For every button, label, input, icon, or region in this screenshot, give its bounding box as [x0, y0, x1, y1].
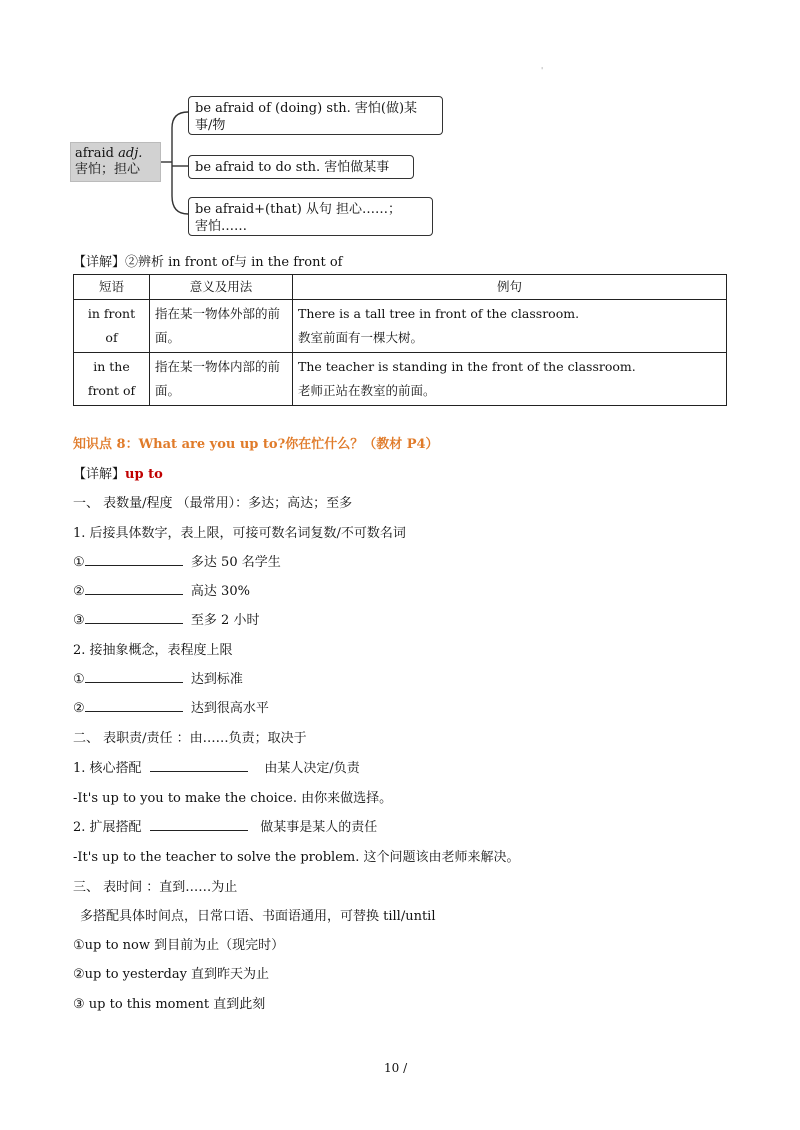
usage-3-heading: 三、 表时间 ：直到……为止 [73, 880, 238, 895]
branch-1-line2: 事/物 [195, 118, 226, 133]
page-number: 10 / [384, 1061, 408, 1075]
example-sentence: -It's up to you to make the choice. 由你来做选择。 [73, 791, 393, 806]
answer-blank[interactable] [150, 816, 248, 831]
usage-2-point-2 [73, 816, 377, 835]
root-pos: adj. [118, 146, 143, 161]
root-meaning: 害怕；担心 [75, 162, 141, 177]
time-example: ①up to now 到目前为止（现完时） [73, 938, 285, 953]
exercise-item [73, 697, 269, 716]
mindmap-branch-1 [188, 96, 443, 135]
point-label: 1. 核心搭配 [73, 761, 142, 776]
exercise-item [73, 609, 259, 628]
usage-1-point-2: 2. 接抽象概念，表程度上限 [73, 643, 233, 658]
example-en: The teacher is standing in the front of the classroom. [298, 359, 636, 374]
table-header: 意义及用法 [150, 275, 293, 300]
usage-1-heading: 一、 表数量/程度 （最常用）：多达；高达；至多 [73, 496, 353, 511]
item-number: ③ [73, 613, 85, 628]
item-text: 多达 50 名学生 [190, 555, 281, 570]
point-label: 2. 扩展搭配 [73, 820, 142, 835]
usage-2-heading: 二、 表职责/责任 ：由……负责；取决于 [73, 731, 307, 746]
item-number: ② [73, 584, 85, 599]
phrase-cell [74, 300, 150, 353]
exercise-item [73, 551, 281, 570]
branch-3-line1: be afraid+(that) 从句 担心……； [195, 202, 402, 217]
item-text: 达到标准 [190, 672, 243, 687]
example-cell [293, 353, 727, 406]
example-en: There is a tall tree in front of the classroom. [298, 306, 580, 321]
exercise-item [73, 668, 243, 687]
item-text: 至多 2 小时 [190, 613, 260, 628]
detail-heading: 【详解】②辨析 in front of与 in the front of [73, 255, 343, 270]
mindmap-branch-2 [188, 155, 414, 179]
exercise-item [73, 580, 250, 599]
page-mark: ' [541, 66, 544, 75]
phrase-line: in the [93, 359, 130, 374]
answer-blank[interactable] [85, 551, 183, 566]
root-word: afraid [75, 146, 115, 161]
example-zh: 教室前面有一棵大树。 [298, 330, 424, 345]
time-example: ②up to yesterday 直到昨天为止 [73, 967, 270, 982]
table-header: 例句 [293, 275, 727, 300]
point-text: 做某事是某人的责任 [260, 820, 378, 835]
detail-word: up to [125, 467, 163, 482]
comparison-table [73, 274, 727, 406]
table-row [74, 353, 727, 406]
answer-blank[interactable] [85, 668, 183, 683]
time-example: ③ up to this moment 直到此刻 [73, 997, 266, 1012]
branch-1-line1: be afraid of (doing) sth. 害怕(做)某 [195, 101, 418, 116]
item-number: ② [73, 701, 85, 716]
table-header-row [74, 275, 727, 300]
meaning-cell: 指在某一物体外部的前面。 [150, 300, 293, 353]
usage-3-description: 多搭配具体时间点，日常口语、书面语通用，可替换 till/until [80, 909, 436, 924]
mindmap-root [70, 142, 161, 182]
item-text: 高达 30% [190, 584, 250, 599]
section-8-title: 知识点 8：What are you up to?你在忙什么？（教材 P4） [73, 437, 439, 452]
branch-2-line1: be afraid to do sth. 害怕做某事 [195, 160, 390, 175]
phrase-line: in front [87, 306, 136, 321]
section-8-detail [73, 463, 163, 482]
answer-blank[interactable] [85, 609, 183, 624]
answer-blank[interactable] [85, 580, 183, 595]
detail-prefix: 【详解】 [73, 467, 126, 482]
item-text: 达到很高水平 [190, 701, 269, 716]
example-cell [293, 300, 727, 353]
phrase-cell [74, 353, 150, 406]
usage-2-point-1 [73, 757, 360, 776]
usage-1-point-1: 1. 后接具体数字，表上限，可接可数名词复数/不可数名词 [73, 526, 406, 541]
answer-blank[interactable] [85, 697, 183, 712]
item-number: ① [73, 672, 85, 687]
branch-3-line2: 害怕…… [195, 219, 248, 234]
table-header: 短语 [74, 275, 150, 300]
example-zh: 老师正站在教室的前面。 [298, 383, 436, 398]
mindmap-branch-3 [188, 197, 433, 236]
table-row [74, 300, 727, 353]
example-sentence: -It's up to the teacher to solve the problem. 这个问题该由老师来解决。 [73, 850, 520, 865]
meaning-cell: 指在某一物体内部的前面。 [150, 353, 293, 406]
phrase-line: of [105, 330, 118, 345]
item-number: ① [73, 555, 85, 570]
answer-blank[interactable] [150, 757, 248, 772]
point-text: 由某人决定/负责 [264, 761, 360, 776]
phrase-line: front of [87, 383, 136, 398]
